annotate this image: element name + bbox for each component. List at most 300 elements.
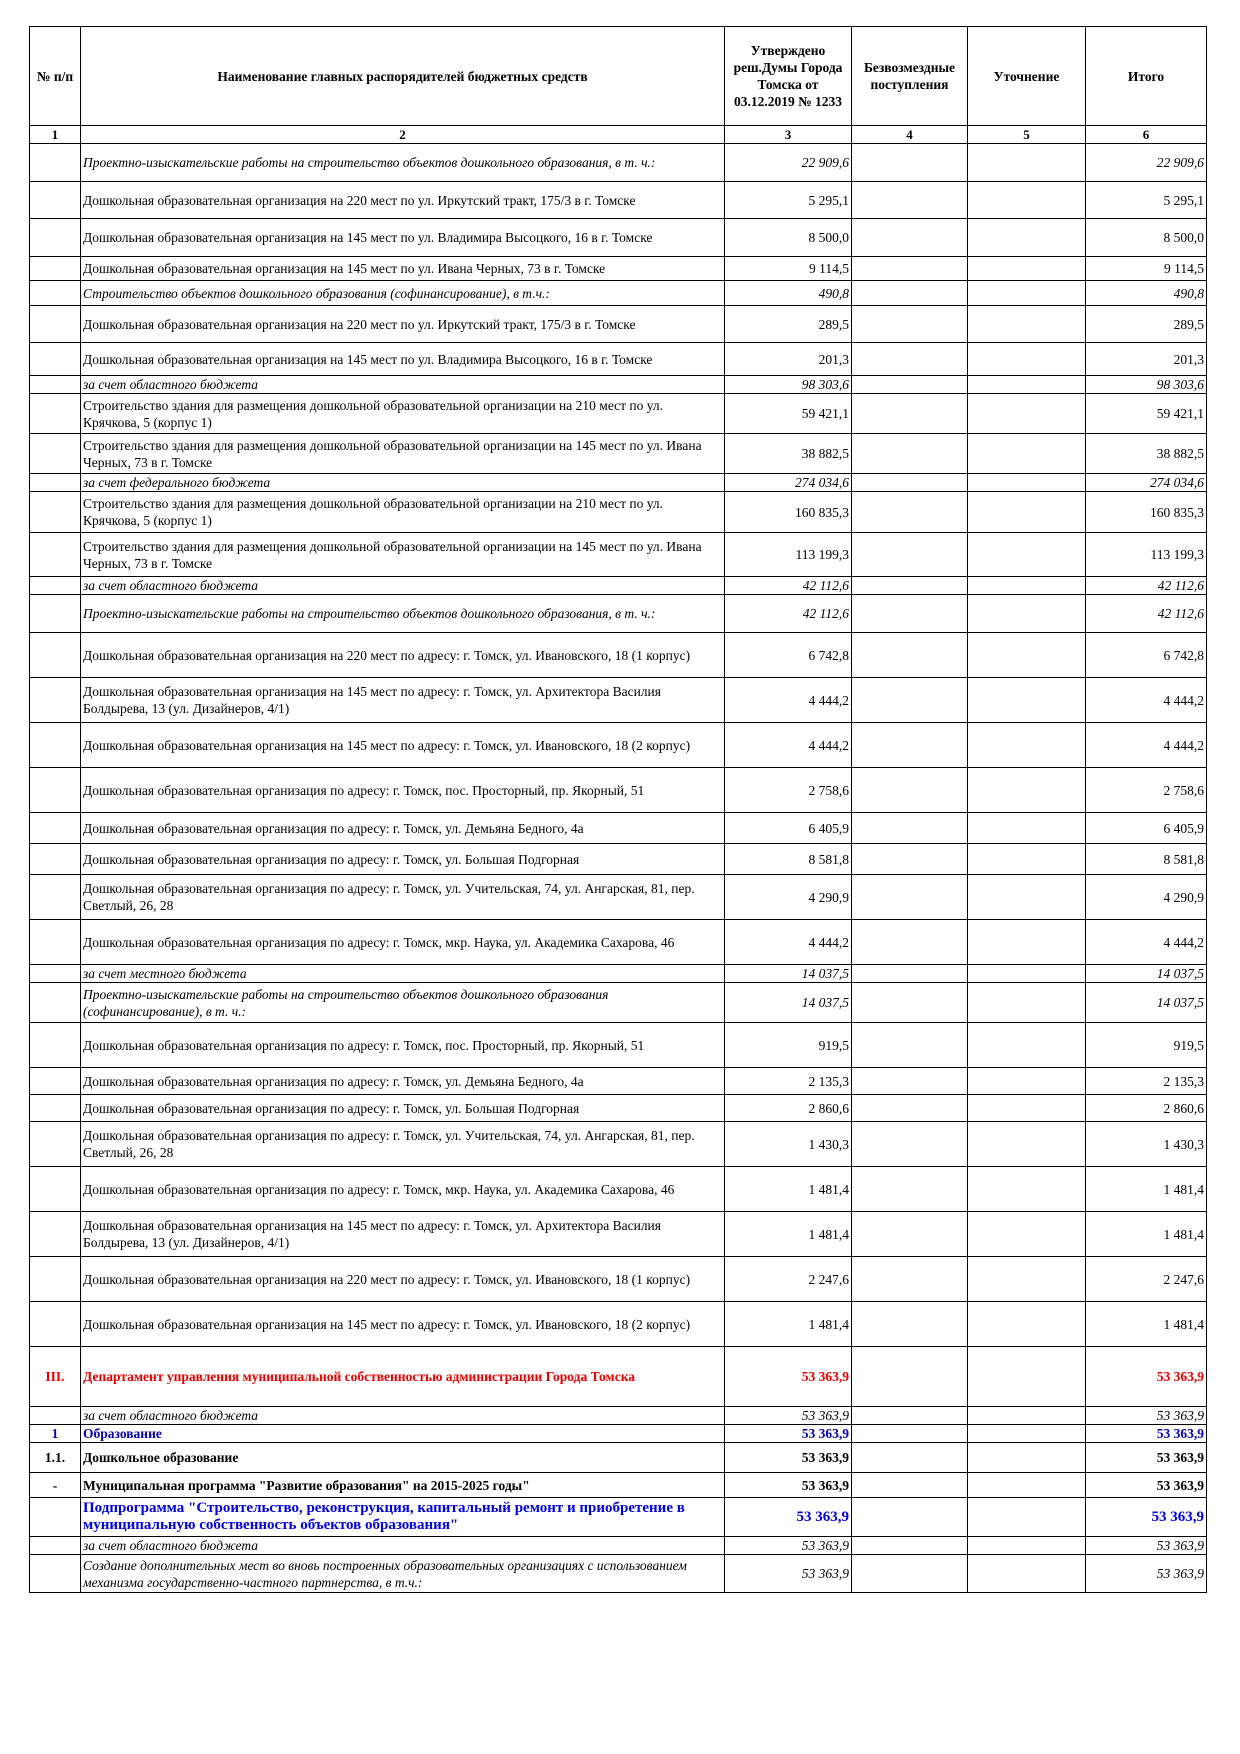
row-approved: 53 363,9 — [725, 1347, 852, 1407]
row-gratuitous — [852, 182, 968, 219]
row-gratuitous — [852, 144, 968, 182]
table-row — [30, 1257, 1207, 1302]
row-clarification — [968, 633, 1086, 678]
row-gratuitous — [852, 257, 968, 281]
row-clarification — [968, 1407, 1086, 1425]
row-number — [30, 1212, 81, 1257]
row-number — [30, 813, 81, 844]
row-gratuitous — [852, 1555, 968, 1593]
row-name: Дошкольная образовательная организация по адресу: г. Томск, ул. Большая Подгорная — [81, 1095, 725, 1122]
table-header-row — [30, 27, 1207, 126]
row-approved: 4 444,2 — [725, 920, 852, 965]
column-number: 1 — [30, 126, 81, 144]
row-number — [30, 1023, 81, 1068]
row-clarification — [968, 1167, 1086, 1212]
table-row — [30, 577, 1207, 595]
row-clarification — [968, 1555, 1086, 1593]
row-number: 1 — [30, 1425, 81, 1443]
row-total: 201,3 — [1086, 343, 1207, 376]
row-approved: 38 882,5 — [725, 434, 852, 474]
row-approved: 2 758,6 — [725, 768, 852, 813]
table-row — [30, 474, 1207, 492]
row-clarification — [968, 983, 1086, 1023]
row-number: III. — [30, 1347, 81, 1407]
row-gratuitous — [852, 434, 968, 474]
row-total: 98 303,6 — [1086, 376, 1207, 394]
row-clarification — [968, 1122, 1086, 1167]
row-number — [30, 343, 81, 376]
row-name: за счет областного бюджета — [81, 577, 725, 595]
row-name: Дошкольная образовательная организация по адресу: г. Томск, ул. Учительская, 74, ул. Ангарская, 81, пер. Светлый, 26, 28 — [81, 875, 725, 920]
row-name: Дошкольная образовательная организация на 220 мест по адресу: г. Томск, ул. Ивановского, 18 (1 корпус) — [81, 1257, 725, 1302]
row-total: 53 363,9 — [1086, 1443, 1207, 1473]
row-name: Департамент управления муниципальной собственностью администрации Города Томска — [81, 1347, 725, 1407]
row-approved: 274 034,6 — [725, 474, 852, 492]
table-row — [30, 1095, 1207, 1122]
row-name: Строительство объектов дошкольного образования (софинансирование), в т.ч.: — [81, 281, 725, 306]
row-name: Дошкольная образовательная организация по адресу: г. Томск, ул. Учительская, 74, ул. Ангарская, 81, пер. Светлый, 26, 28 — [81, 1122, 725, 1167]
row-total: 53 363,9 — [1086, 1498, 1207, 1537]
row-total: 2 758,6 — [1086, 768, 1207, 813]
row-name: Строительство здания для размещения дошкольной образовательной организации на 145 мест по ул. Ивана Черных, 73 в г. Томске — [81, 533, 725, 577]
row-clarification — [968, 1425, 1086, 1443]
table-row — [30, 1555, 1207, 1593]
row-number — [30, 219, 81, 257]
column-number: 2 — [81, 126, 725, 144]
row-number — [30, 577, 81, 595]
row-name: Дошкольная образовательная организация на 145 мест по ул. Владимира Высоцкого, 16 в г. Томске — [81, 343, 725, 376]
table-row — [30, 875, 1207, 920]
row-number — [30, 306, 81, 343]
row-total: 6 405,9 — [1086, 813, 1207, 844]
row-gratuitous — [852, 343, 968, 376]
row-name: Дошкольное образование — [81, 1443, 725, 1473]
row-name: Дошкольная образовательная организация на 145 мест по адресу: г. Томск, ул. Архитектора Василия Болдырева, 13 (ул. Дизайнеров, 4/1) — [81, 678, 725, 723]
row-number — [30, 595, 81, 633]
table-row — [30, 723, 1207, 768]
row-clarification — [968, 281, 1086, 306]
row-gratuitous — [852, 474, 968, 492]
row-total: 8 581,8 — [1086, 844, 1207, 875]
row-gratuitous — [852, 219, 968, 257]
row-approved: 53 363,9 — [725, 1473, 852, 1498]
row-approved: 5 295,1 — [725, 182, 852, 219]
row-approved: 289,5 — [725, 306, 852, 343]
row-clarification — [968, 533, 1086, 577]
row-gratuitous — [852, 920, 968, 965]
header-clarification: Уточнение — [968, 27, 1086, 126]
row-clarification — [968, 257, 1086, 281]
table-row — [30, 844, 1207, 875]
table-row — [30, 434, 1207, 474]
row-approved: 160 835,3 — [725, 492, 852, 533]
row-gratuitous — [852, 533, 968, 577]
row-gratuitous — [852, 595, 968, 633]
row-number — [30, 920, 81, 965]
row-gratuitous — [852, 1537, 968, 1555]
table-row — [30, 1537, 1207, 1555]
row-number — [30, 1257, 81, 1302]
row-clarification — [968, 1537, 1086, 1555]
row-name: Дошкольная образовательная организация по адресу: г. Томск, ул. Демьяна Бедного, 4а — [81, 813, 725, 844]
row-approved: 8 500,0 — [725, 219, 852, 257]
row-name: Создание дополнительных мест во вновь построенных образовательных организациях с использованием механизма государственно-частного партнерства, в т.ч.: — [81, 1555, 725, 1593]
row-clarification — [968, 343, 1086, 376]
row-name: Подпрограмма "Строительство, реконструкция, капитальный ремонт и приобретение в муниципальную собственность объектов образования" — [81, 1498, 725, 1537]
row-total: 42 112,6 — [1086, 595, 1207, 633]
row-approved: 1 481,4 — [725, 1212, 852, 1257]
row-number — [30, 1095, 81, 1122]
row-name: Дошкольная образовательная организация на 145 мест по ул. Владимира Высоцкого, 16 в г. Томске — [81, 219, 725, 257]
column-number: 4 — [852, 126, 968, 144]
row-clarification — [968, 492, 1086, 533]
row-approved: 4 444,2 — [725, 723, 852, 768]
row-total: 53 363,9 — [1086, 1347, 1207, 1407]
table-row — [30, 1498, 1207, 1537]
row-gratuitous — [852, 678, 968, 723]
table-row — [30, 813, 1207, 844]
row-total: 4 444,2 — [1086, 678, 1207, 723]
row-approved: 14 037,5 — [725, 983, 852, 1023]
row-name: Дошкольная образовательная организация на 145 мест по адресу: г. Томск, ул. Архитектора Василия Болдырева, 13 (ул. Дизайнеров, 4/1) — [81, 1212, 725, 1257]
row-gratuitous — [852, 1212, 968, 1257]
table-row — [30, 633, 1207, 678]
table-row — [30, 182, 1207, 219]
row-approved: 1 430,3 — [725, 1122, 852, 1167]
row-approved: 59 421,1 — [725, 394, 852, 434]
row-name: Дошкольная образовательная организация на 145 мест по адресу: г. Томск, ул. Ивановского, 18 (2 корпус) — [81, 723, 725, 768]
row-approved: 22 909,6 — [725, 144, 852, 182]
row-total: 5 295,1 — [1086, 182, 1207, 219]
row-name: Дошкольная образовательная организация на 220 мест по ул. Иркутский тракт, 175/3 в г. Томске — [81, 182, 725, 219]
row-approved: 4 290,9 — [725, 875, 852, 920]
table-row — [30, 219, 1207, 257]
row-name: Дошкольная образовательная организация на 220 мест по адресу: г. Томск, ул. Ивановского, 18 (1 корпус) — [81, 633, 725, 678]
row-gratuitous — [852, 1023, 968, 1068]
row-name: Строительство здания для размещения дошкольной образовательной организации на 210 мест по ул. Крячкова, 5 (корпус 1) — [81, 394, 725, 434]
row-approved: 53 363,9 — [725, 1555, 852, 1593]
row-total: 490,8 — [1086, 281, 1207, 306]
row-total: 9 114,5 — [1086, 257, 1207, 281]
row-total: 274 034,6 — [1086, 474, 1207, 492]
row-total: 1 481,4 — [1086, 1212, 1207, 1257]
row-clarification — [968, 1302, 1086, 1347]
row-number — [30, 492, 81, 533]
row-number — [30, 394, 81, 434]
row-number — [30, 1407, 81, 1425]
row-total: 2 135,3 — [1086, 1068, 1207, 1095]
row-gratuitous — [852, 983, 968, 1023]
table-row — [30, 920, 1207, 965]
row-total: 14 037,5 — [1086, 965, 1207, 983]
row-clarification — [968, 434, 1086, 474]
row-gratuitous — [852, 1407, 968, 1425]
row-number — [30, 182, 81, 219]
row-approved: 53 363,9 — [725, 1425, 852, 1443]
row-approved: 9 114,5 — [725, 257, 852, 281]
row-clarification — [968, 813, 1086, 844]
row-approved: 113 199,3 — [725, 533, 852, 577]
row-name: за счет федерального бюджета — [81, 474, 725, 492]
table-row — [30, 281, 1207, 306]
row-approved: 6 742,8 — [725, 633, 852, 678]
row-approved: 2 135,3 — [725, 1068, 852, 1095]
table-row — [30, 306, 1207, 343]
row-total: 113 199,3 — [1086, 533, 1207, 577]
row-gratuitous — [852, 281, 968, 306]
row-clarification — [968, 394, 1086, 434]
table-row — [30, 492, 1207, 533]
row-number — [30, 1122, 81, 1167]
table-row — [30, 1068, 1207, 1095]
row-total: 53 363,9 — [1086, 1473, 1207, 1498]
row-name: Строительство здания для размещения дошкольной образовательной организации на 145 мест по ул. Ивана Черных, 73 в г. Томске — [81, 434, 725, 474]
row-total: 4 290,9 — [1086, 875, 1207, 920]
row-gratuitous — [852, 813, 968, 844]
row-total: 6 742,8 — [1086, 633, 1207, 678]
row-gratuitous — [852, 1473, 968, 1498]
table-row — [30, 1347, 1207, 1407]
row-number — [30, 633, 81, 678]
row-number — [30, 1167, 81, 1212]
row-gratuitous — [852, 394, 968, 434]
row-number — [30, 1555, 81, 1593]
row-gratuitous — [852, 1095, 968, 1122]
row-clarification — [968, 875, 1086, 920]
row-name: Дошкольная образовательная организация на 145 мест по адресу: г. Томск, ул. Ивановского, 18 (2 корпус) — [81, 1302, 725, 1347]
row-gratuitous — [852, 1122, 968, 1167]
row-total: 2 247,6 — [1086, 1257, 1207, 1302]
row-total: 2 860,6 — [1086, 1095, 1207, 1122]
row-total: 1 481,4 — [1086, 1167, 1207, 1212]
row-total: 1 430,3 — [1086, 1122, 1207, 1167]
table-row — [30, 1473, 1207, 1498]
row-clarification — [968, 1257, 1086, 1302]
table-row — [30, 257, 1207, 281]
row-approved: 4 444,2 — [725, 678, 852, 723]
row-clarification — [968, 844, 1086, 875]
row-number: - — [30, 1473, 81, 1498]
row-gratuitous — [852, 376, 968, 394]
row-clarification — [968, 1473, 1086, 1498]
row-number — [30, 257, 81, 281]
table-row — [30, 768, 1207, 813]
row-approved: 6 405,9 — [725, 813, 852, 844]
row-total: 38 882,5 — [1086, 434, 1207, 474]
table-row — [30, 144, 1207, 182]
row-clarification — [968, 1068, 1086, 1095]
column-number-row — [30, 126, 1207, 144]
row-gratuitous — [852, 1498, 968, 1537]
row-number — [30, 434, 81, 474]
row-clarification — [968, 723, 1086, 768]
column-number: 3 — [725, 126, 852, 144]
row-total: 53 363,9 — [1086, 1407, 1207, 1425]
row-name: Дошкольная образовательная организация по адресу: г. Томск, мкр. Наука, ул. Академика Сахарова, 46 — [81, 1167, 725, 1212]
table-row — [30, 376, 1207, 394]
table-row — [30, 533, 1207, 577]
row-clarification — [968, 577, 1086, 595]
row-gratuitous — [852, 1068, 968, 1095]
row-gratuitous — [852, 1425, 968, 1443]
row-gratuitous — [852, 1443, 968, 1473]
row-number — [30, 965, 81, 983]
row-clarification — [968, 306, 1086, 343]
row-approved: 2 247,6 — [725, 1257, 852, 1302]
row-name: Дошкольная образовательная организация по адресу: г. Томск, пос. Просторный, пр. Якорный, 51 — [81, 768, 725, 813]
row-gratuitous — [852, 1167, 968, 1212]
row-gratuitous — [852, 768, 968, 813]
row-total: 59 421,1 — [1086, 394, 1207, 434]
row-approved: 53 363,9 — [725, 1498, 852, 1537]
row-total: 14 037,5 — [1086, 983, 1207, 1023]
row-gratuitous — [852, 1347, 968, 1407]
row-number — [30, 1068, 81, 1095]
table-row — [30, 1302, 1207, 1347]
row-number — [30, 1302, 81, 1347]
row-clarification — [968, 595, 1086, 633]
row-name: Образование — [81, 1425, 725, 1443]
row-name: Проектно-изыскательские работы на строительство объектов дошкольного образования, в т. ч.: — [81, 595, 725, 633]
row-clarification — [968, 1023, 1086, 1068]
row-number — [30, 533, 81, 577]
row-clarification — [968, 1095, 1086, 1122]
row-gratuitous — [852, 1302, 968, 1347]
row-number — [30, 723, 81, 768]
row-name: Дошкольная образовательная организация на 220 мест по ул. Иркутский тракт, 175/3 в г. Томске — [81, 306, 725, 343]
row-name: Проектно-изыскательские работы на строительство объектов дошкольного образования, в т. ч.: — [81, 144, 725, 182]
table-row — [30, 1407, 1207, 1425]
row-name: Дошкольная образовательная организация на 145 мест по ул. Ивана Черных, 73 в г. Томске — [81, 257, 725, 281]
row-number — [30, 768, 81, 813]
row-gratuitous — [852, 306, 968, 343]
row-number — [30, 474, 81, 492]
row-clarification — [968, 182, 1086, 219]
row-total: 53 363,9 — [1086, 1555, 1207, 1593]
row-total: 42 112,6 — [1086, 577, 1207, 595]
row-total: 53 363,9 — [1086, 1537, 1207, 1555]
row-total: 4 444,2 — [1086, 920, 1207, 965]
row-name: за счет областного бюджета — [81, 1407, 725, 1425]
row-approved: 53 363,9 — [725, 1537, 852, 1555]
row-number — [30, 376, 81, 394]
row-gratuitous — [852, 492, 968, 533]
row-clarification — [968, 965, 1086, 983]
header-number: № п/п — [30, 27, 81, 126]
column-number: 5 — [968, 126, 1086, 144]
row-clarification — [968, 1347, 1086, 1407]
row-name: Муниципальная программа "Развитие образования" на 2015-2025 годы" — [81, 1473, 725, 1498]
row-clarification — [968, 376, 1086, 394]
row-approved: 201,3 — [725, 343, 852, 376]
table-row — [30, 983, 1207, 1023]
column-number: 6 — [1086, 126, 1207, 144]
row-approved: 42 112,6 — [725, 595, 852, 633]
row-number — [30, 875, 81, 920]
row-total: 4 444,2 — [1086, 723, 1207, 768]
table-row — [30, 1122, 1207, 1167]
row-approved: 98 303,6 — [725, 376, 852, 394]
row-total: 1 481,4 — [1086, 1302, 1207, 1347]
row-gratuitous — [852, 633, 968, 678]
table-row — [30, 678, 1207, 723]
table-row — [30, 394, 1207, 434]
header-approved: Утверждено реш.Думы Города Томска от 03.12.2019 № 1233 — [725, 27, 852, 126]
table-row — [30, 1212, 1207, 1257]
row-approved: 1 481,4 — [725, 1167, 852, 1212]
header-total: Итого — [1086, 27, 1207, 126]
row-clarification — [968, 1443, 1086, 1473]
row-clarification — [968, 768, 1086, 813]
row-approved: 53 363,9 — [725, 1407, 852, 1425]
row-approved: 8 581,8 — [725, 844, 852, 875]
table-body — [30, 144, 1207, 1593]
row-name: за счет местного бюджета — [81, 965, 725, 983]
header-gratuitous: Безвозмездные поступления — [852, 27, 968, 126]
row-gratuitous — [852, 844, 968, 875]
row-approved: 1 481,4 — [725, 1302, 852, 1347]
row-gratuitous — [852, 965, 968, 983]
row-name: за счет областного бюджета — [81, 376, 725, 394]
row-approved: 490,8 — [725, 281, 852, 306]
row-number — [30, 844, 81, 875]
row-total: 289,5 — [1086, 306, 1207, 343]
budget-table — [29, 26, 1207, 1593]
row-name: Дошкольная образовательная организация по адресу: г. Томск, ул. Большая Подгорная — [81, 844, 725, 875]
row-total: 160 835,3 — [1086, 492, 1207, 533]
row-approved: 42 112,6 — [725, 577, 852, 595]
row-name: Дошкольная образовательная организация по адресу: г. Томск, пос. Просторный, пр. Якорный, 51 — [81, 1023, 725, 1068]
table-row — [30, 1167, 1207, 1212]
table-row — [30, 1023, 1207, 1068]
row-gratuitous — [852, 577, 968, 595]
row-clarification — [968, 474, 1086, 492]
row-total: 53 363,9 — [1086, 1425, 1207, 1443]
row-total: 8 500,0 — [1086, 219, 1207, 257]
row-gratuitous — [852, 875, 968, 920]
row-number — [30, 281, 81, 306]
row-approved: 53 363,9 — [725, 1443, 852, 1473]
table-row — [30, 1443, 1207, 1473]
row-name: Дошкольная образовательная организация по адресу: г. Томск, ул. Демьяна Бедного, 4а — [81, 1068, 725, 1095]
row-name: Строительство здания для размещения дошкольной образовательной организации на 210 мест по ул. Крячкова, 5 (корпус 1) — [81, 492, 725, 533]
row-name: за счет областного бюджета — [81, 1537, 725, 1555]
row-clarification — [968, 1212, 1086, 1257]
row-clarification — [968, 678, 1086, 723]
table-row — [30, 595, 1207, 633]
row-approved: 2 860,6 — [725, 1095, 852, 1122]
row-clarification — [968, 144, 1086, 182]
table-row — [30, 343, 1207, 376]
row-gratuitous — [852, 1257, 968, 1302]
row-approved: 14 037,5 — [725, 965, 852, 983]
row-number — [30, 678, 81, 723]
row-total: 22 909,6 — [1086, 144, 1207, 182]
row-total: 919,5 — [1086, 1023, 1207, 1068]
row-number — [30, 1537, 81, 1555]
row-number — [30, 983, 81, 1023]
table-row — [30, 965, 1207, 983]
row-number — [30, 144, 81, 182]
row-clarification — [968, 920, 1086, 965]
row-clarification — [968, 219, 1086, 257]
row-approved: 919,5 — [725, 1023, 852, 1068]
header-name: Наименование главных распорядителей бюджетных средств — [81, 27, 725, 126]
row-name: Дошкольная образовательная организация по адресу: г. Томск, мкр. Наука, ул. Академика Сахарова, 46 — [81, 920, 725, 965]
table-row — [30, 1425, 1207, 1443]
row-number: 1.1. — [30, 1443, 81, 1473]
row-gratuitous — [852, 723, 968, 768]
